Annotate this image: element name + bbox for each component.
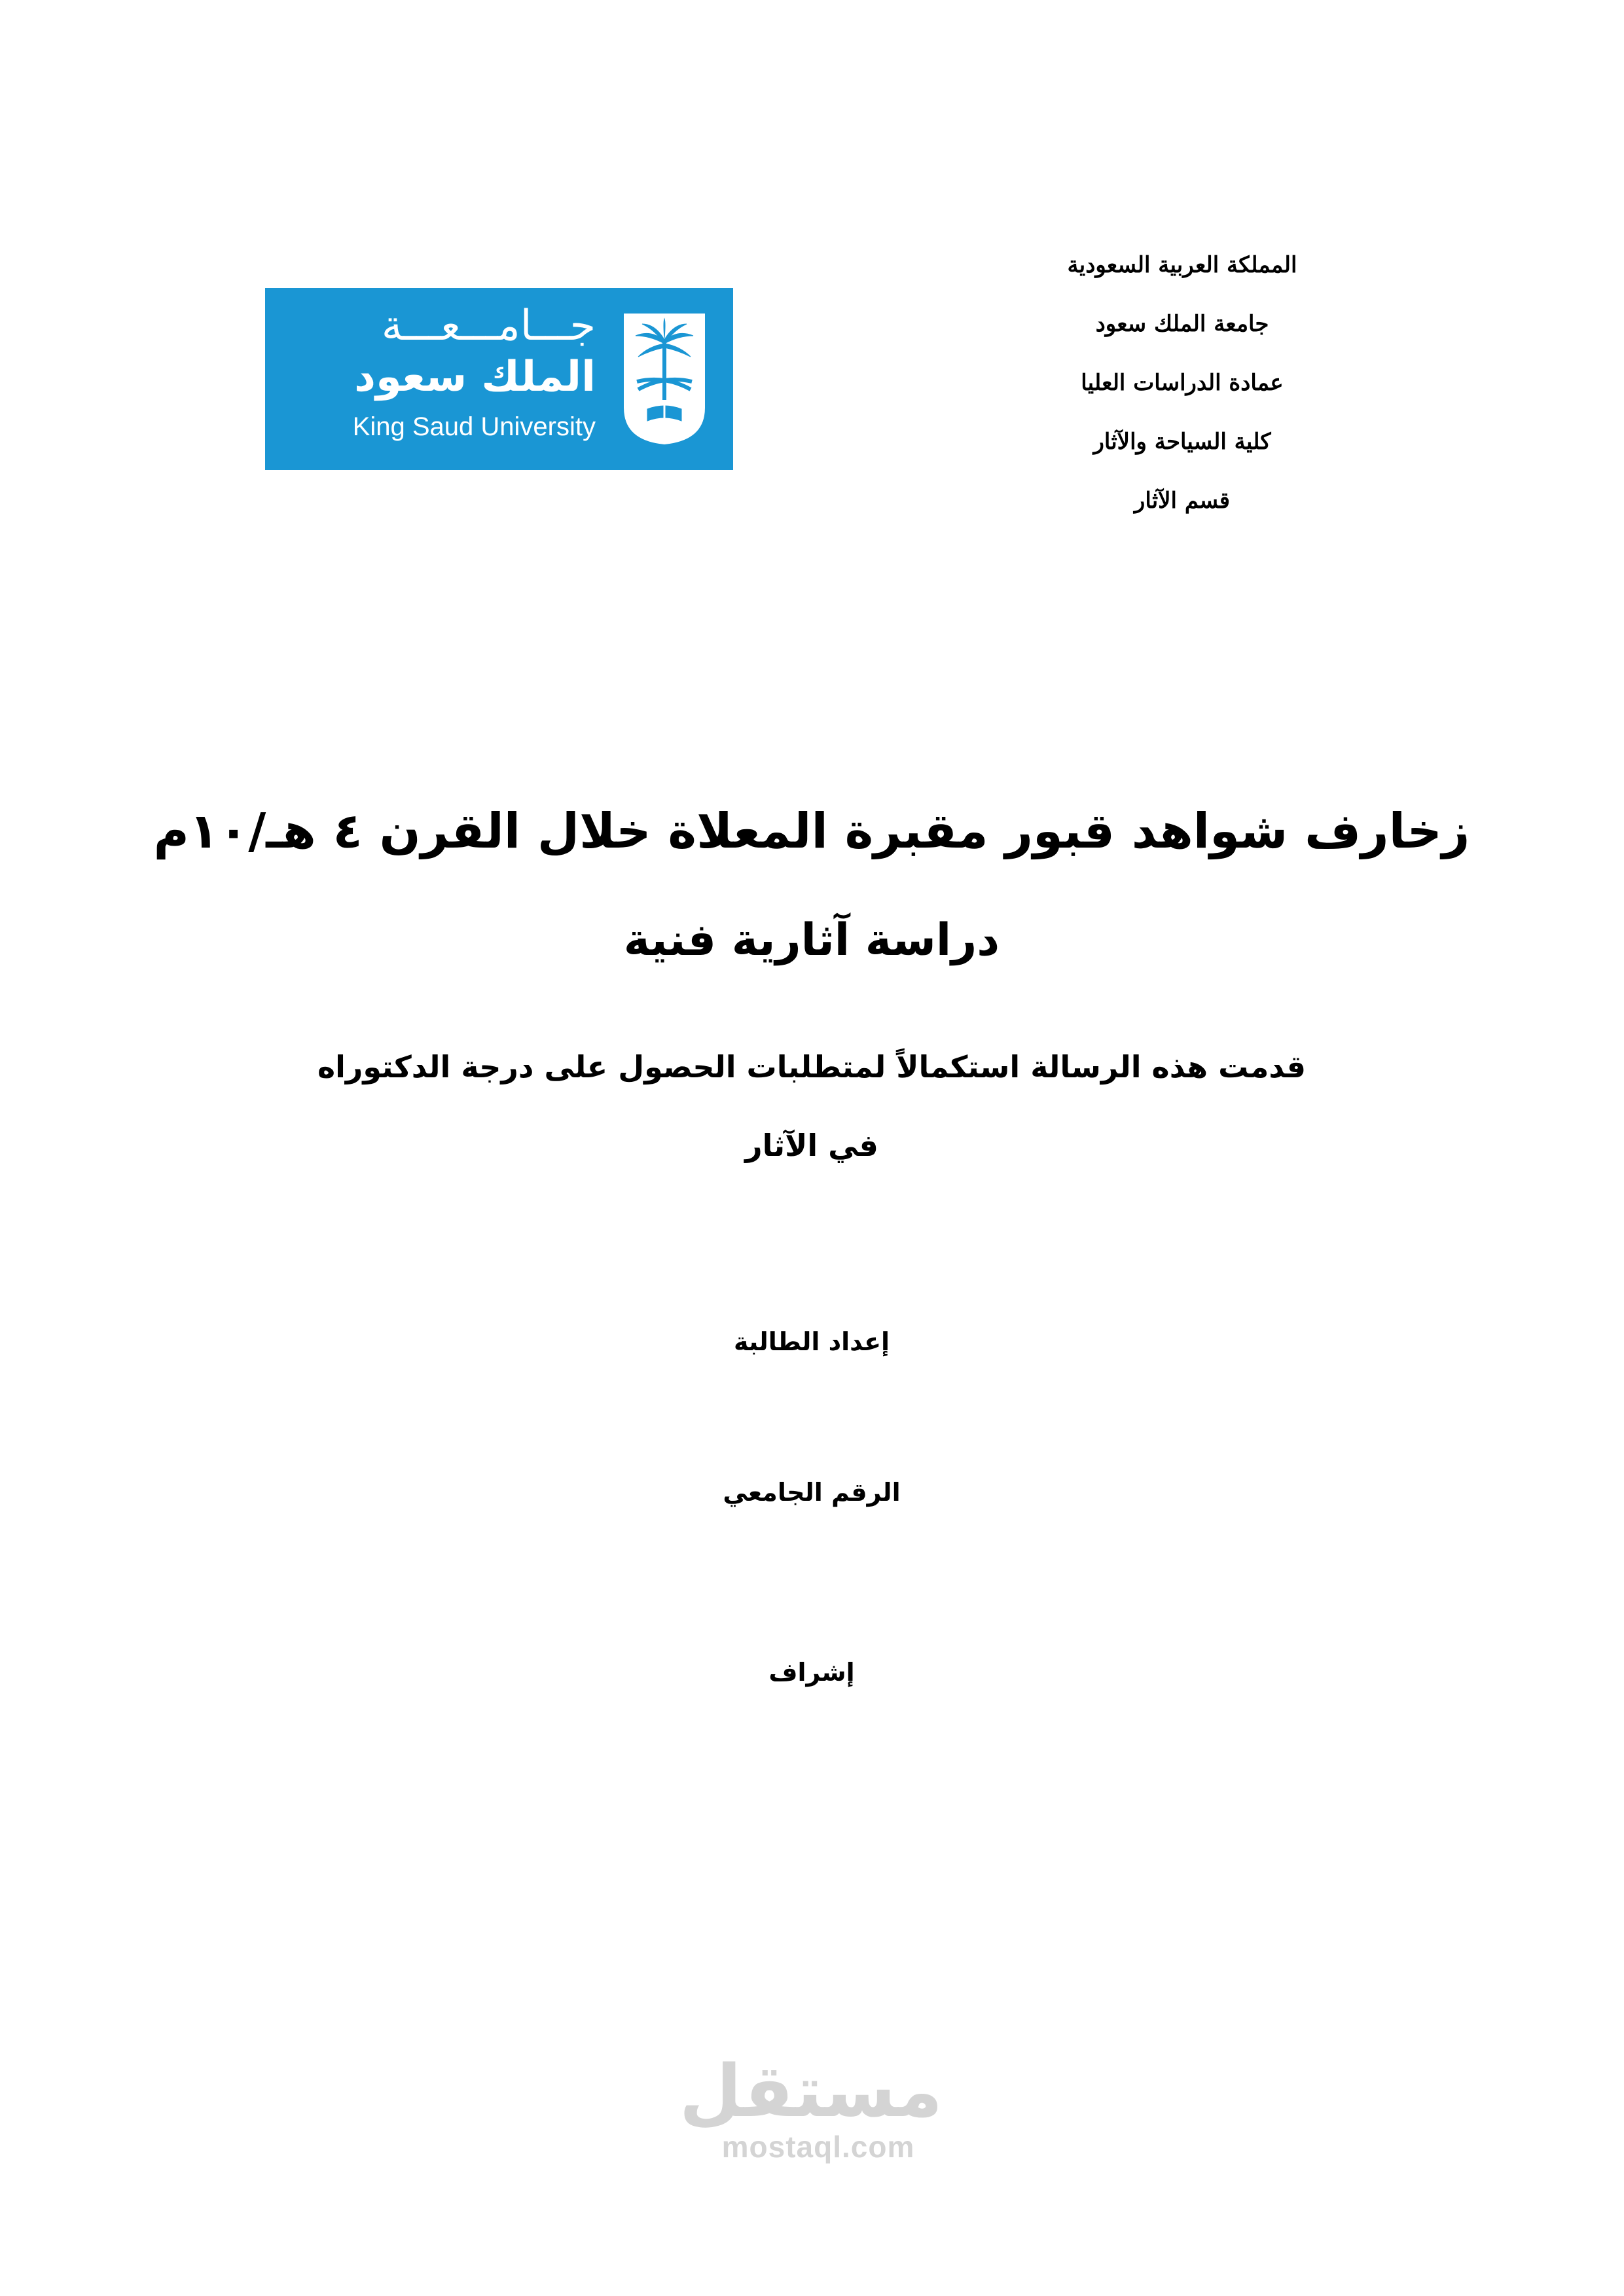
header-university: جامعة الملك سعود	[1095, 311, 1269, 337]
mostaql-watermark	[679, 2049, 943, 2164]
submission-line1: قدمت هذه الرسالة استكمالاً لمتطلبات الحصول على درجة الدكتوراه	[317, 1049, 1307, 1085]
thesis-title: زخارف شواهد قبور مقبرة المعلاة خلال القرن ٤ هـ/١٠م	[153, 803, 1470, 859]
student-label: إعداد الطالبة	[733, 1327, 890, 1356]
submission-statement	[157, 1028, 1466, 1185]
header-deanship: عمادة الدراسات العليا	[1081, 370, 1284, 396]
header-country: المملكة العربية السعودية	[1067, 252, 1297, 278]
watermark-english: mostaql.com	[721, 2130, 915, 2164]
logo-arabic-line1: جـــامـــعـــة	[381, 302, 596, 350]
header-college: كلية السياحة والآثار	[1093, 429, 1271, 455]
watermark-arabic: مستقل	[679, 2049, 943, 2133]
supervision-label: إشراف	[768, 1658, 855, 1687]
logo-arabic-line2: الملك سعود	[354, 353, 596, 401]
institution-header	[999, 236, 1365, 530]
palm-swords-emblem-icon	[619, 310, 710, 447]
university-logo	[265, 288, 733, 470]
header-department: قسم الآثار	[1134, 488, 1231, 514]
thesis-subtitle: دراسة آثارية فنية	[623, 914, 1000, 966]
logo-english-name: King Saud University	[352, 412, 596, 441]
submission-line2: في الآثار	[745, 1128, 878, 1163]
university-id-label: الرقم الجامعي	[723, 1478, 901, 1507]
